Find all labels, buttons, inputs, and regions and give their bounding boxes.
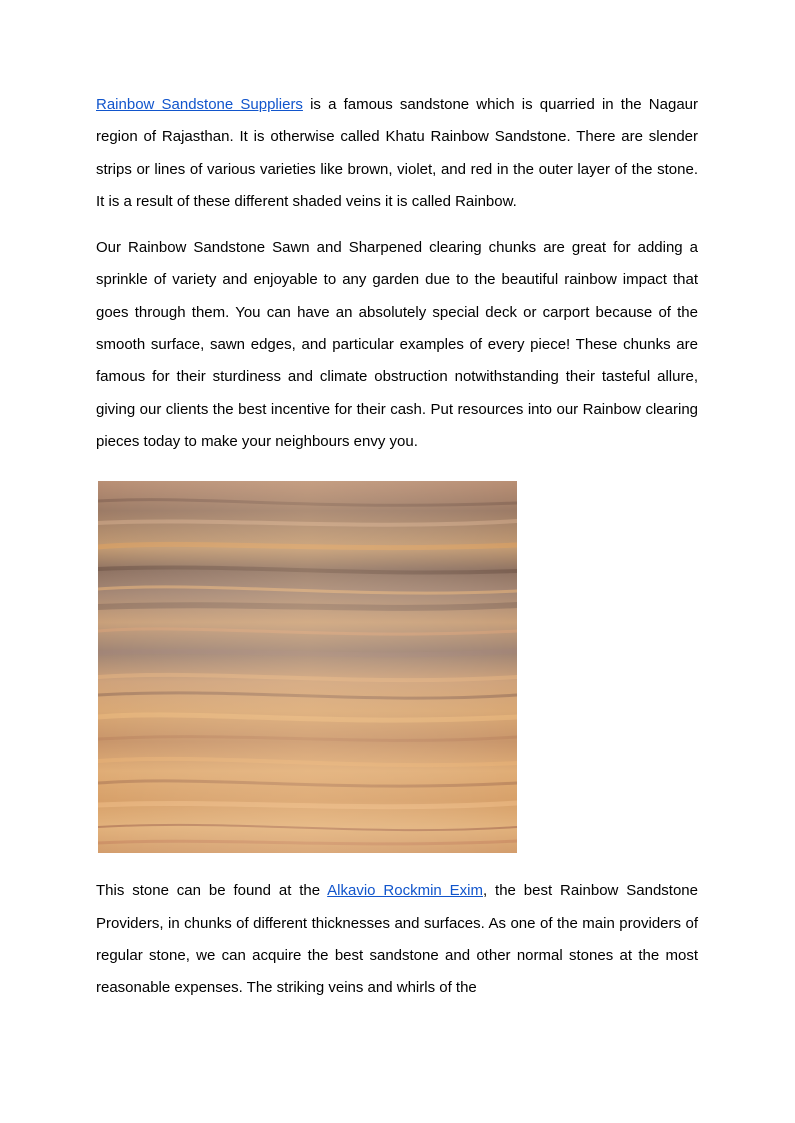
paragraph-supplier [96,875,698,1004]
sandstone-image [98,481,517,853]
paragraph-paving: Our Rainbow Sandstone Sawn and Sharpened clearing chunks are great for adding a sprinkle of variety and enjoyable to any garden due to the beautiful rainbow impact that goes through them. You can have an absolutely special deck or carport because of the smooth surface, sawn edges, and particular examples of every piece! These chunks are famous for their sturdiness and climate obstruction notwithstanding their tasteful allure, giving our clients the best incentive for their cash. Put resources into our Rainbow clearing pieces today to make your neighbours envy you. [96,239,698,450]
paragraph-intro [96,89,698,218]
paragraph-supplier-text: , the best Rainbow Sandstone Providers, in chunks of different thicknesses and surfaces. As one of the main providers of regular stone, we can acquire the best sandstone and other normal stones at the most reasonable expenses. The striking veins and whirls of the [96,882,698,997]
document-page [96,89,698,1004]
sandstone-texture-graphic [98,481,517,853]
paragraph-intro-text: is a famous sandstone which is quarried in the Nagaur region of Rajasthan. It is otherwise called Khatu Rainbow Sandstone. There are slender strips or lines of various varieties like brown, violet, and red in the outer layer of the stone. It is a result of these different shaded veins it is called Rainbow. [96,96,698,210]
paragraph-supplier-lead: This stone can be found at the [96,882,328,900]
rainbow-sandstone-suppliers-link[interactable]: Rainbow Sandstone Suppliers [96,96,303,113]
alkavio-rockmin-exim-link[interactable]: Alkavio Rockmin Exim [327,882,483,900]
